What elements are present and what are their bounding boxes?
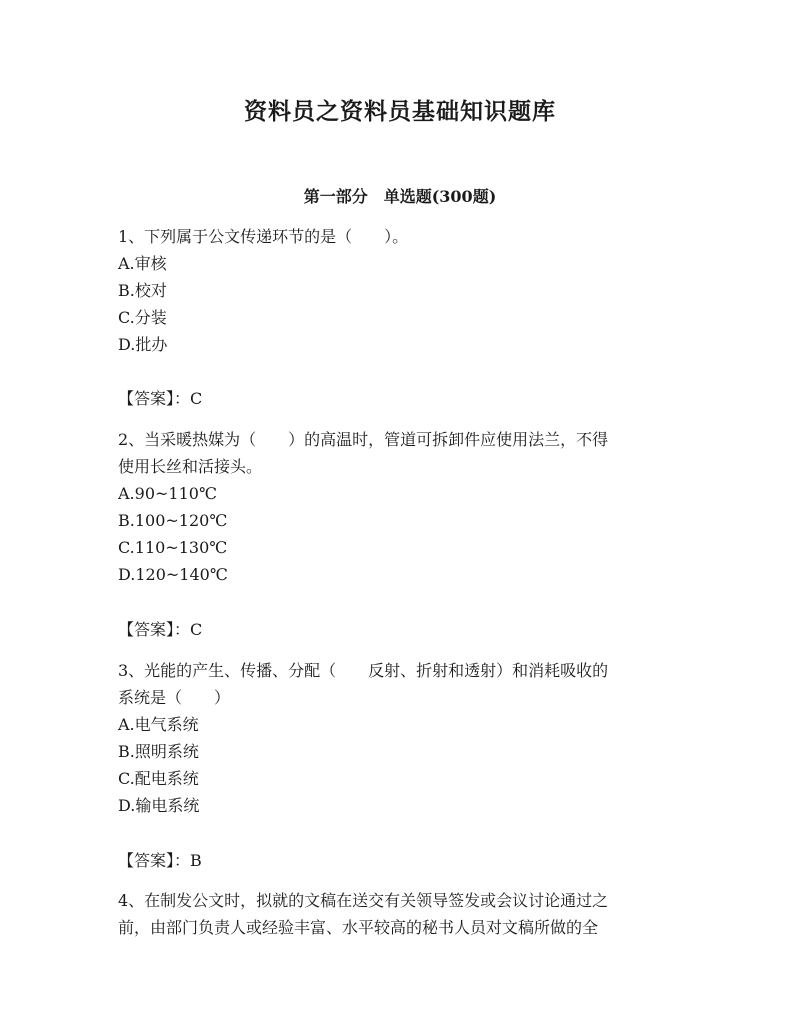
- question-3-option-b: B.照明系统: [118, 742, 199, 761]
- question-3-option-a: A.电气系统: [118, 715, 199, 734]
- question-3-stem-line-1: 3、光能的产生、传播、分配（ 反射、折射和透射）和消耗吸收的: [118, 661, 609, 680]
- question-2-stem-line-2: 使用长丝和活接头。: [118, 457, 263, 476]
- question-1-option-c: C.分装: [118, 308, 167, 327]
- question-2-option-c: C.110~130℃: [118, 538, 228, 557]
- section-title: 第一部分 单选题(300题): [303, 187, 497, 206]
- question-3-option-c: C.配电系统: [118, 769, 199, 788]
- question-2-option-d: D.120~140℃: [118, 565, 228, 584]
- question-1-option-d: D.批办: [118, 335, 168, 354]
- question-3-stem-line-2: 系统是（ ）: [118, 688, 231, 707]
- question-1-option-b: B.校对: [118, 281, 167, 300]
- question-2-option-b: B.100~120℃: [118, 511, 228, 530]
- question-4-stem-line-2: 前，由部门负责人或经验丰富、水平较高的秘书人员对文稿所做的全: [118, 918, 599, 937]
- question-3-option-d: D.输电系统: [118, 796, 200, 815]
- question-1-answer: 【答案】：C: [118, 389, 203, 408]
- question-2-stem-line-1: 2、当采暖热媒为（ ）的高温时，管道可拆卸件应使用法兰，不得: [118, 430, 609, 449]
- question-3-answer: 【答案】：B: [118, 851, 202, 870]
- document-title: 资料员之资料员基础知识题库: [244, 98, 556, 125]
- question-2-option-a: A.90~110℃: [118, 484, 217, 503]
- question-1-stem: 1、下列属于公文传递环节的是（ ）。: [118, 227, 409, 246]
- question-1-option-a: A.审核: [118, 254, 167, 273]
- question-2-answer: 【答案】：C: [118, 620, 203, 639]
- question-4-stem-line-1: 4、在制发公文时，拟就的文稿在送交有关领导签发或会议讨论通过之: [118, 891, 609, 910]
